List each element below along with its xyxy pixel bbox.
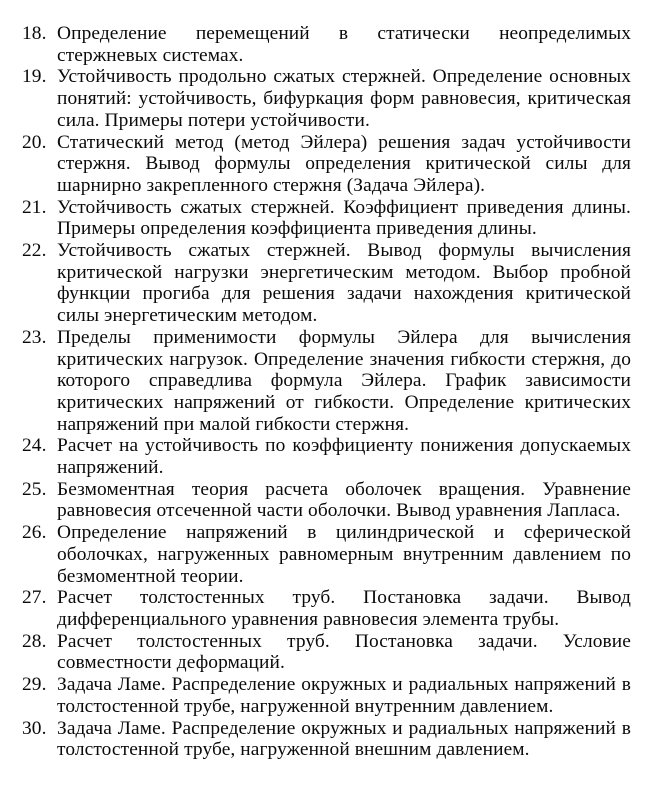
- question-text: Определение напряжений в цилиндрической и сферической оболочках, нагруженных равномерным внутренним давлением по безмоментной теории.: [57, 522, 631, 587]
- question-number: 28.: [22, 630, 47, 652]
- question-number: 26.: [22, 522, 47, 544]
- question-number: 22.: [22, 240, 47, 262]
- question-list: [22, 23, 631, 761]
- question-number: 25.: [22, 478, 47, 500]
- question-text: Задача Ламе. Распределение окружных и радиальных напряжений в толстостенной трубе, нагруженной внешним давлением.: [57, 717, 631, 761]
- question-item: [22, 631, 631, 674]
- question-number: 20.: [22, 131, 47, 153]
- question-text: Статический метод (метод Эйлера) решения задач устойчивости стержня. Вывод формулы определения критической силы для шарнирно закрепленного стержня (Задача Эйлера).: [57, 131, 631, 196]
- question-text: Расчет на устойчивость по коэффициенту понижения допускаемых напряжений.: [57, 435, 631, 479]
- question-item: [22, 327, 631, 436]
- question-number: 24.: [22, 435, 47, 457]
- question-item: [22, 435, 631, 478]
- question-number: 23.: [22, 326, 47, 348]
- question-item: [22, 23, 631, 66]
- question-text: Расчет толстостенных труб. Постановка задачи. Вывод дифференциального уравнения равновесия элемента трубы.: [57, 587, 631, 630]
- question-text: Безмоментная теория расчета оболочек вращения. Уравнение равновесия отсеченной части оболочки. Вывод уравнения Лапласа.: [57, 478, 631, 522]
- question-number: 27.: [22, 587, 47, 609]
- question-text: Определение перемещений в статически неопределимых стержневых системах.: [57, 23, 631, 66]
- question-item: [22, 197, 631, 240]
- question-text: Расчет толстостенных труб. Постановка задачи. Условие совместности деформаций.: [57, 630, 631, 674]
- question-item: [22, 66, 631, 131]
- question-text: Устойчивость сжатых стержней. Коэффициент приведения длины. Примеры определения коэффициента приведения длины.: [57, 196, 631, 240]
- question-item: [22, 522, 631, 587]
- question-number: 21.: [22, 196, 47, 218]
- question-text: Задача Ламе. Распределение окружных и радиальных напряжений в толстостенной трубе, нагруженной внутренним давлением.: [57, 674, 631, 717]
- question-number: 18.: [22, 23, 47, 44]
- question-text: Пределы применимости формулы Эйлера для вычисления критических нагрузок. Определение значения гибкости стержня, до которого справедлива формула Эйлера. График зависимости критических напряжений от гибкости. Определение критических напряжений при малой гибкости стержня.: [57, 326, 631, 435]
- question-item: [22, 479, 631, 522]
- question-item: [22, 132, 631, 197]
- question-item: [22, 674, 631, 717]
- question-number: 29.: [22, 674, 47, 696]
- question-item: [22, 240, 631, 327]
- question-item: [22, 718, 631, 761]
- question-item: [22, 587, 631, 630]
- question-text: Устойчивость продольно сжатых стержней. Определение основных понятий: устойчивость, бифуркация форм равновесия, критическая сила. Примеры потери устойчивости.: [57, 66, 631, 131]
- question-text: Устойчивость сжатых стержней. Вывод формулы вычисления критической нагрузки энергетическим методом. Выбор пробной функции прогиба для решения задачи нахождения критической силы энергетическим методом.: [57, 240, 631, 327]
- question-number: 30.: [22, 717, 47, 739]
- question-number: 19.: [22, 66, 47, 88]
